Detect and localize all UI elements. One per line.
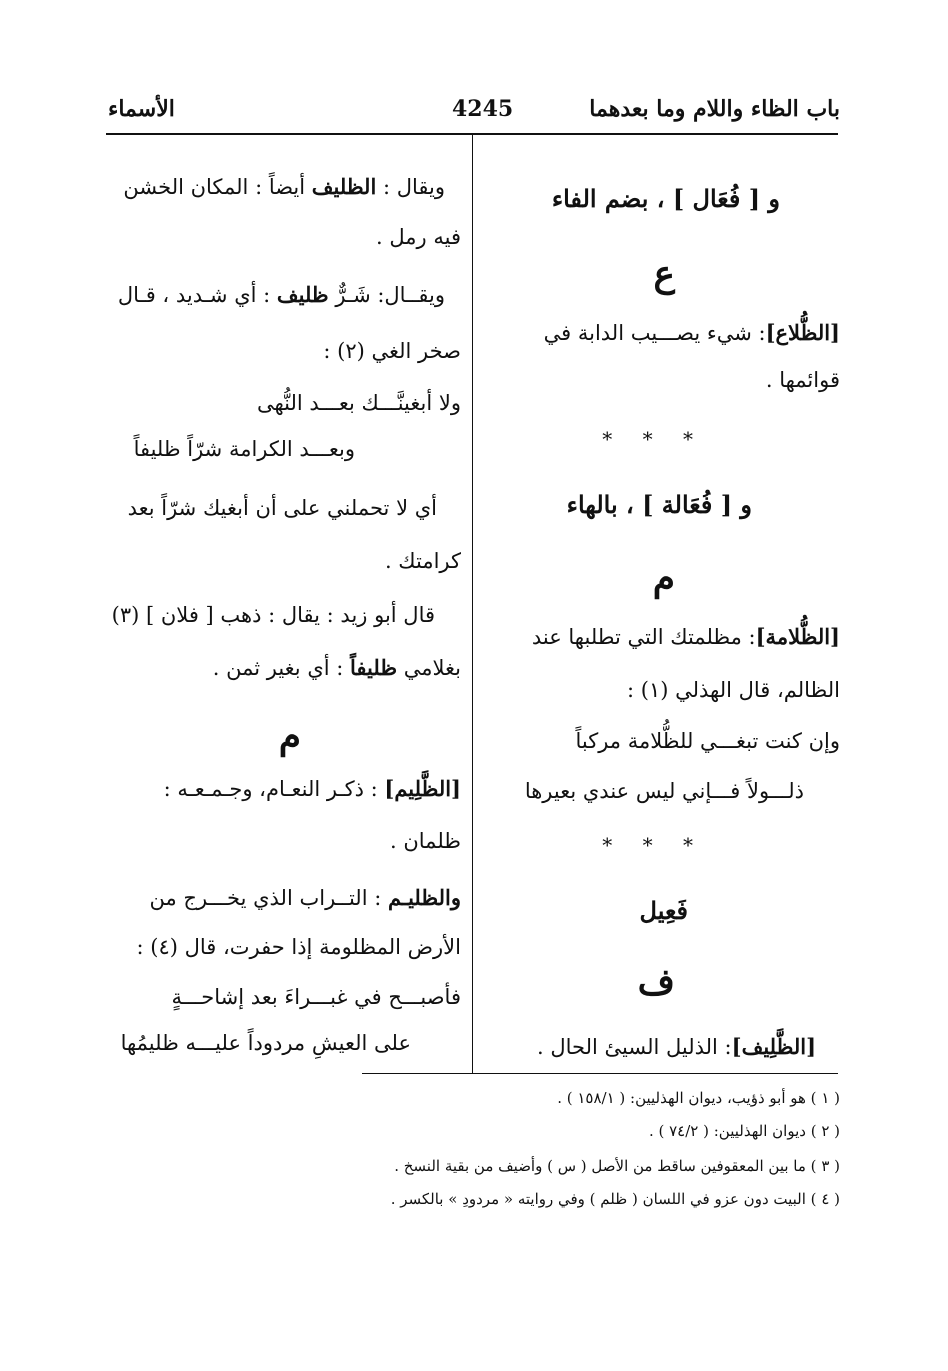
- root-letter-heading: م: [652, 557, 675, 599]
- headword: ظليف: [276, 282, 329, 307]
- definition-text: : شيء يصـــيب الدابة في: [543, 321, 766, 345]
- entry-line: الظالم، قال الهذلي (١) :: [627, 678, 840, 702]
- entry-line: [118, 280, 445, 310]
- entry-line: [537, 1032, 816, 1062]
- headword: [الظُّلاع]: [765, 320, 840, 345]
- section-separator: * * *: [602, 427, 705, 451]
- definition-text: : الذليل السيئ الحال .: [537, 1035, 732, 1059]
- pattern-heading: و [ فُعَال ] ، بضم الفاء: [551, 184, 780, 213]
- poem-verse: ذلـــولاً فـــإني ليس عندي بعيرها: [524, 779, 804, 803]
- root-letter-heading: ع: [653, 253, 675, 295]
- entry-text: بغلامي: [397, 656, 461, 680]
- poem-verse: ولا أبغينَّـــك بعـــد النُّهى: [257, 391, 461, 415]
- column-divider: [472, 133, 473, 1073]
- footnote-rule: [362, 1073, 838, 1074]
- pattern-heading: فَعِيل: [639, 896, 688, 925]
- footnote: ( ٢ ) ديوان الهذليين: ( ٧٤/٢ ) .: [648, 1122, 840, 1140]
- footnote: ( ٤ ) البيت دون عزو في اللسان ( ظلم ) وفي روايته « مردودِ » بالكسر .: [390, 1190, 840, 1208]
- footnote: ( ١ ) هو أبو ذؤيب، ديوان الهذليين: ( ١٥٨/١ ) .: [557, 1089, 840, 1107]
- headword: والظليـم: [387, 885, 461, 910]
- root-letter-heading: م: [278, 715, 301, 757]
- entry-line: [544, 318, 840, 348]
- headword: [الظَّلِيم]: [384, 776, 461, 801]
- entry-line: [532, 622, 840, 652]
- footnote: ( ٣ ) ما بين المعقوفين ساقط من الأصل ( س ) وأضيف من بقية النسخ .: [394, 1157, 840, 1175]
- poem-verse: فأصبـــح في غبـــراءَ بعد إشاحـــةٍ: [171, 985, 461, 1009]
- entry-line: قوائمها .: [765, 368, 840, 392]
- headword: [الظَّلِيف]: [731, 1034, 816, 1059]
- entry-text: ويقــال: شَـرٌّ: [328, 283, 445, 307]
- entry-line: [213, 653, 461, 683]
- entry-text: أيضاً : المكان الخشن: [123, 175, 312, 199]
- poem-verse: على العيشِ مردوداً عليـــه ظليمُها: [120, 1031, 411, 1055]
- entry-text: ويقال :: [376, 175, 445, 199]
- entry-line: فيه رمل .: [376, 225, 461, 249]
- entry-line: الأرض المظلومة إذا حفرت، قال (٤) :: [136, 935, 461, 959]
- headword: [الظُّلامة]: [755, 624, 840, 649]
- entry-line: أي لا تحملني على أن أبغيك شرّاً بعد: [127, 496, 437, 520]
- headword: الظليف: [311, 174, 377, 199]
- pattern-heading: و [ فُعَالة ] ، بالهاء: [566, 490, 752, 519]
- definition-text: : التــراب الذي يخـــرج من: [149, 886, 388, 910]
- definition-text: : مظلمتك التي تطلبها عند: [531, 625, 756, 649]
- entry-text: : أي شـديد ، قـال: [117, 283, 277, 307]
- poem-verse: وبعـــد الكرامة شرّاً ظليفاً: [133, 437, 355, 461]
- poem-verse: وإن كنت تبغـــي للظُّلامة مركباً: [575, 729, 840, 753]
- root-letter-heading: ف: [637, 961, 675, 1003]
- entry-line: [123, 172, 445, 202]
- headword: ظليفاً: [350, 655, 398, 680]
- section-title: الأسماء: [108, 96, 175, 122]
- page-number: 4245: [452, 96, 514, 122]
- definition-text: : ذكـر النعـام، وجـمـعـه :: [163, 777, 385, 801]
- section-separator: * * *: [602, 833, 705, 857]
- entry-line: كرامتك .: [384, 549, 461, 573]
- entry-line: ظلمان .: [390, 829, 461, 853]
- entry-line: صخر الغي (٢) :: [323, 339, 461, 363]
- chapter-title: باب الظاء واللام وما بعدهما: [589, 96, 840, 122]
- entry-text: : أي بغير ثمن .: [212, 656, 351, 680]
- entry-line: [150, 883, 461, 913]
- entry-line: قال أبو زيد : يقال : ذهب [ فلان ] (٣): [111, 603, 435, 627]
- entry-line: [164, 774, 461, 804]
